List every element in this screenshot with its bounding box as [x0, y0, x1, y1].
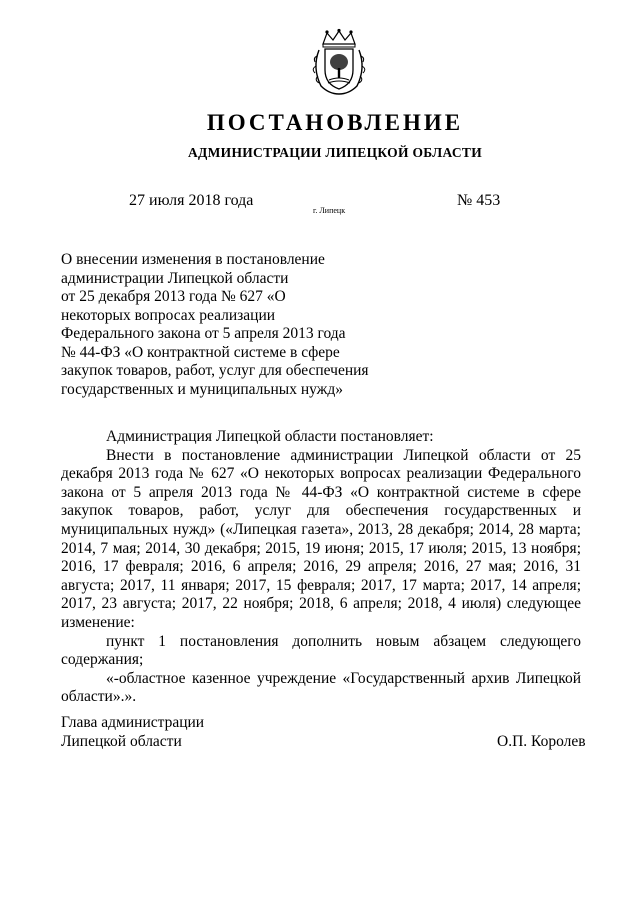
document-heading [61, 251, 381, 399]
document-subtitle: АДМИНИСТРАЦИИ ЛИПЕЦКОЙ ОБЛАСТИ [187, 145, 483, 160]
signatory-position-line: Глава администрации [61, 714, 205, 731]
heading-line: № 44-ФЗ «О контрактной системе в сфере [61, 343, 340, 361]
heading-line: от 25 декабря 2013 года № 627 «О [61, 288, 286, 305]
heading-line: администрации Липецкой области [61, 269, 289, 287]
heading-line: государственных и муниципальных нужд» [61, 380, 344, 398]
heading-line: некоторых вопросах реализации [61, 306, 276, 324]
coat-of-arms-icon [309, 28, 369, 96]
body-paragraph-amendment: Внести в постановление администрации Липецкой области от 25 декабря 2013 года № 627 «О некоторых вопросах реализации Федерального закона от 5 апреля 2013 года № 44-ФЗ «О контрактной системе в сфере закупок товаров, работ, услуг для обеспечения государственных и муниципальных нужд» («Липецкая газета», 2013, 28 декабря; 2014, 28 марта; 2014, 7 мая; 2014, 30 декабря; 2015, 19 июня; 2015, 17 июля; 2015, 13 ноября; 2016, 17 февраля; 2016, 6 апреля; 2016, 29 апреля; 2016, 27 мая; 2016, 31 августа; 2017, 11 января; 2017, 15 февраля; 2017, 17 марта; 2017, 14 апреля; 2017, 23 августа; 2017, 22 ноября; 2018, 6 апреля; 2018, 4 июля) следующее изменение: [61, 446, 581, 631]
heading-line: закупок товаров, работ, услуг для обеспечения [61, 362, 369, 379]
body-paragraph-preamble: Администрация Липецкой области постановляет: [106, 428, 434, 445]
document-title: ПОСТАНОВЛЕНИЕ [206, 110, 464, 135]
body-paragraph-insert: «-областное казенное учреждение «Государственный архив Липецкой области».». [61, 669, 581, 706]
signatory-name: О.П. Королев [497, 733, 586, 750]
body-paragraph-clause: пункт 1 постановления дополнить новым абзацем следующего содержания; [61, 632, 581, 669]
signatory-position-line: Липецкой области [61, 732, 182, 750]
heading-line: Федерального закона от 5 апреля 2013 года [61, 325, 346, 342]
document-date: 27 июля 2018 года [129, 192, 254, 209]
document-city: г. Липецк [313, 206, 346, 215]
document-body [61, 428, 581, 707]
signatory-position [61, 714, 204, 751]
document-number: № 453 [457, 192, 501, 209]
heading-line: О внесении изменения в постановление [61, 251, 325, 268]
